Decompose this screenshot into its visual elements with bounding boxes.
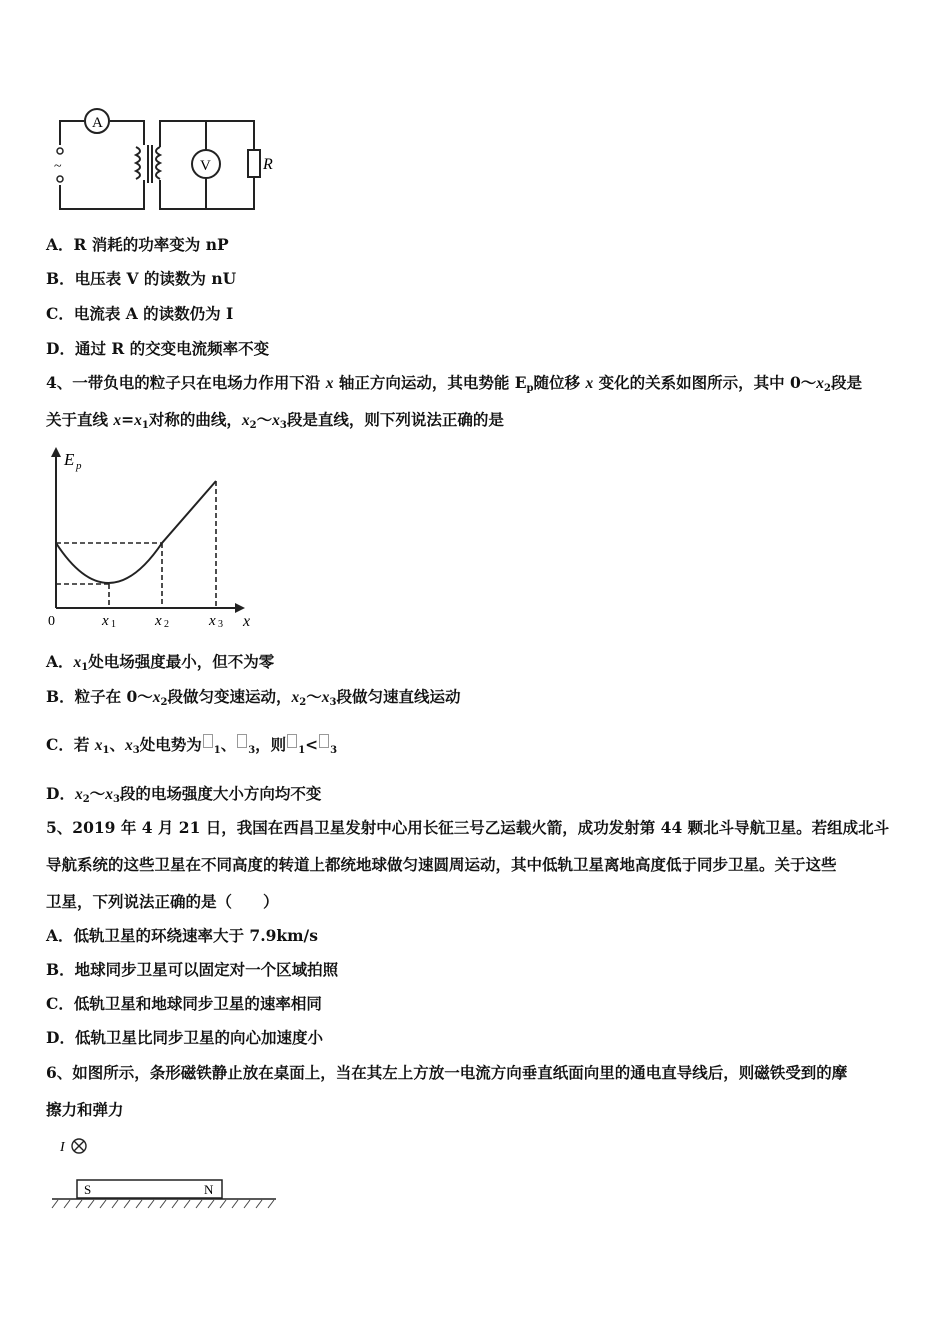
tick-x1-sub: 1 [111,619,116,630]
transformer-circuit-figure [44,105,284,220]
y-axis-subscript: p [76,460,82,472]
magnet-figure [44,1130,284,1215]
resistor-label: R [263,156,273,173]
q4-option-b: B．粒子在 $0\sim x_2$段做匀变速运动，$x_2\sim x_3$段做匀速直线运动 [46,687,461,708]
voltmeter-label: V [200,158,211,174]
q4-option-a: A．$x_1$处电场强度最小，但不为零 [46,652,275,673]
current-label: I [60,1140,65,1155]
bar-magnet [77,1180,222,1198]
phi-placeholder-icon [319,734,329,748]
tick-x1: x [102,613,109,629]
q3-option-b: B．电压表 V 的读数为 nU [46,269,237,288]
q4-stem-line-1: 4、一带负电的粒子只在电场力作用下沿 x 轴正方向运动，其电势能 $E_p$随位移 x 变化的关系如图所示，其中 $0\sim x_2$段是 [46,373,863,394]
ammeter-label: A [92,115,103,131]
q6-stem-line-1: 6、如图所示，条形磁铁静止放在桌面上，当在其左上方放一电流方向垂直纸面向里的通电直导线后，则磁铁受到的摩 [46,1063,848,1082]
q3-option-c: C．电流表 A 的读数仍为 I [46,304,234,323]
phi-placeholder-icon [287,734,297,748]
ac-source-symbol: ~ [54,159,62,174]
q4-option-d: D．$x_2\sim x_3$段的电场强度大小方向均不变 [46,784,322,805]
q4-stem-line-2: 关于直线 $x=x_1$对称的曲线，$x_2\sim x_3$段是直线，则下列说法正确的是 [46,410,504,431]
q5-option-c: C．低轨卫星和地球同步卫星的速率相同 [46,994,322,1013]
q5-option-d: D．低轨卫星比同步卫星的向心加速度小 [46,1028,323,1047]
north-pole-label: N [204,1182,214,1197]
q3-option-d: D．通过 R 的交变电流频率不变 [46,339,270,358]
q3-option-a: A．R 消耗的功率变为 nP [46,235,229,254]
q5-stem-line-3: 卫星，下列说法正确的是（ ） [46,892,279,911]
q5-option-a: A．低轨卫星的环绕速率大于 7.9km/s [46,926,318,945]
q6-stem-line-2: 擦力和弹力 [46,1100,124,1119]
tick-x3-sub: 3 [218,619,223,630]
potential-energy-graph [40,443,260,633]
south-pole-label: S [84,1182,92,1197]
y-axis-label: E [64,450,75,469]
q4-option-c: C．若 $x_1$、$x_3$处电势为 $_1$、 $_3$，则 $_1$< $_3$ [46,735,338,756]
tick-x2: x [155,613,162,629]
q5-stem-line-2: 导航系统的这些卫星在不同高度的转道上都统地球做匀速圆周运动，其中低轨卫星离地高度低于同步卫星。关于这些 [46,855,837,874]
tick-x3: x [209,613,216,629]
phi-placeholder-icon [203,734,213,748]
phi-placeholder-icon [237,734,247,748]
x-axis-label: x [243,613,251,630]
q5-option-b: B．地球同步卫星可以固定对一个区域拍照 [46,960,339,979]
origin-label: 0 [48,614,55,629]
current-into-page-icon [72,1139,86,1153]
tick-x2-sub: 2 [164,619,169,630]
q5-stem-line-1: 5、2019 年 4 月 21 日，我国在西昌卫星发射中心用长征三号乙运载火箭，成功发射第 44 颗北斗导航卫星。若组成北斗 [46,818,890,837]
